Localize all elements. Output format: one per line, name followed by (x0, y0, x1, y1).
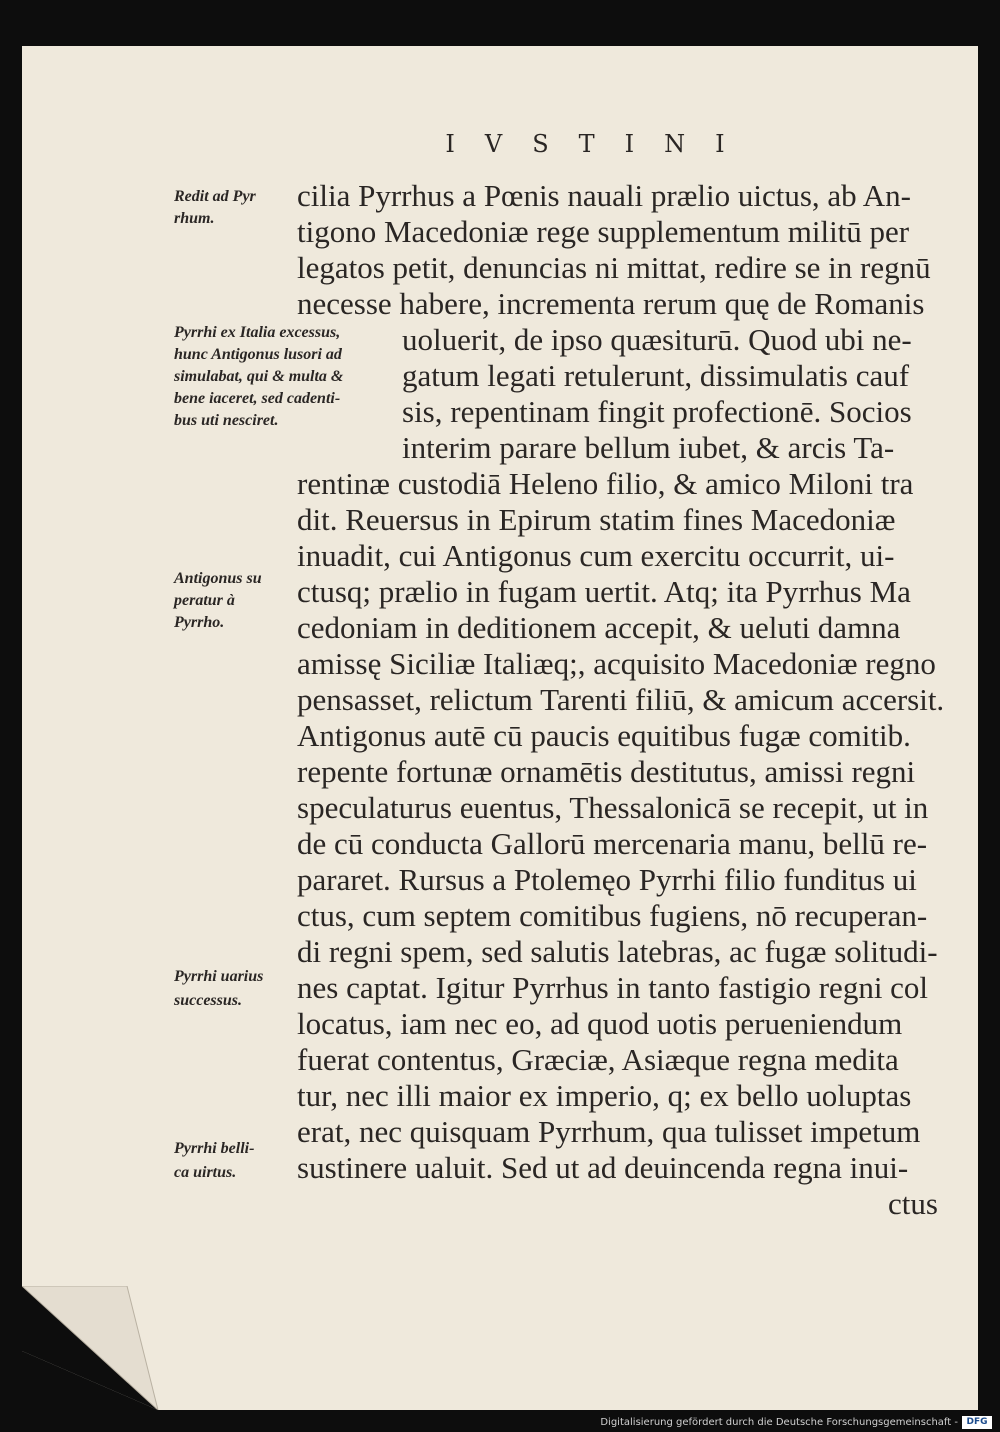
body-line: amissę Siciliæ Italiæq;, acquisito Macedoniæ regno (297, 646, 936, 681)
margin-note-line: Pyrrho. (174, 614, 225, 631)
margin-note-line: peratur à (174, 592, 235, 609)
dfg-logo: DFG (962, 1416, 992, 1429)
body-line: tigono Macedoniæ rege supplementum militū per (297, 214, 910, 249)
body-line: pararet. Rursus a Ptolemęo Pyrrhi filio funditus ui (297, 862, 917, 897)
catchword: ctus (888, 1186, 938, 1221)
margin-note-line: ca uirtus. (174, 1164, 237, 1181)
body-line: cilia Pyrrhus a Pœnis nauali prælio uictus, ab An- (297, 178, 911, 213)
body-line: repente fortunæ ornamētis destitutus, amissi regni (297, 754, 916, 789)
folded-corner (22, 1286, 197, 1410)
body-line: ctus, cum septem comitibus fugiens, nō recuperan- (297, 898, 928, 933)
body-line: gatum legati retulerunt, dissimulatis cauf (402, 358, 910, 393)
digitization-credit: Digitalisierung gefördert durch die Deutsche Forschungsgemeinschaft - (600, 1417, 958, 1428)
body-line: interim parare bellum iubet, & arcis Ta- (402, 430, 895, 465)
margin-note-line: simulabat, qui & multa & (174, 368, 344, 385)
body-line: inuadit, cui Antigonus cum exercitu occurrit, ui- (297, 538, 895, 573)
body-line: ctusq; prælio in fugam uertit. Atq; ita Pyrrhus Ma (297, 574, 911, 609)
body-line: cedoniam in deditionem accepit, & ueluti damna (297, 610, 901, 645)
body-line: fuerat contentus, Græciæ, Asiæque regna medita (297, 1042, 899, 1077)
margin-note-line: Pyrrhi uarius (174, 968, 264, 985)
body-line: Antigonus autē cū paucis equitibus fugæ comitib. (297, 718, 911, 753)
body-line: erat, nec quisquam Pyrrhum, qua tulisset impetum (297, 1114, 921, 1149)
body-line: sustinere ualuit. Sed ut ad deuincenda regna inui- (297, 1150, 909, 1185)
body-line: pensasset, relictum Tarenti filiū, & amicum accersit. (297, 682, 945, 717)
body-line: di regni spem, sed salutis latebras, ac fugæ solitudi- (297, 934, 938, 969)
body-line: rentinæ custodiā Heleno filio, & amico Miloni tra (297, 466, 914, 501)
book-page (22, 46, 978, 1410)
body-line: dit. Reuersus in Epirum statim fines Macedoniæ (297, 502, 896, 537)
margin-note-line: Pyrrhi belli- (174, 1140, 255, 1157)
body-line: necesse habere, incrementa rerum quę de Romanis (297, 286, 925, 321)
margin-note-line: Pyrrhi ex Italia excessus, (174, 324, 341, 341)
body-line: sis, repentinam fingit profectionē. Socios (402, 394, 912, 429)
body-line: uoluerit, de ipso quæsiturū. Quod ubi ne- (402, 322, 912, 357)
body-line: nes captat. Igitur Pyrrhus in tanto fastigio regni col (297, 970, 929, 1005)
margin-note-line: hunc Antigonus lusori ad (174, 346, 342, 363)
margin-note-line: bene iaceret, sed cadenti- (174, 390, 341, 407)
body-line: speculaturus euentus, Thessalonicā se recepit, ut in (297, 790, 929, 825)
running-head: IVSTINI (445, 130, 755, 158)
body-line: legatos petit, denuncias ni mittat, redire se in regnū (297, 250, 931, 285)
body-line: locatus, iam nec eo, ad quod uotis perueniendum (297, 1006, 903, 1041)
margin-note-line: successus. (174, 992, 243, 1009)
body-line: tur, nec illi maior ex imperio, q; ex bello uoluptas (297, 1078, 912, 1113)
margin-note-line: bus uti nesciret. (174, 412, 279, 429)
body-line: de cū conducta Gallorū mercenaria manu, bellū re- (297, 826, 928, 861)
margin-note-line: Redit ad Pyr (174, 188, 256, 205)
margin-note-line: Antigonus su (174, 570, 262, 587)
margin-note-line: rhum. (174, 210, 215, 227)
